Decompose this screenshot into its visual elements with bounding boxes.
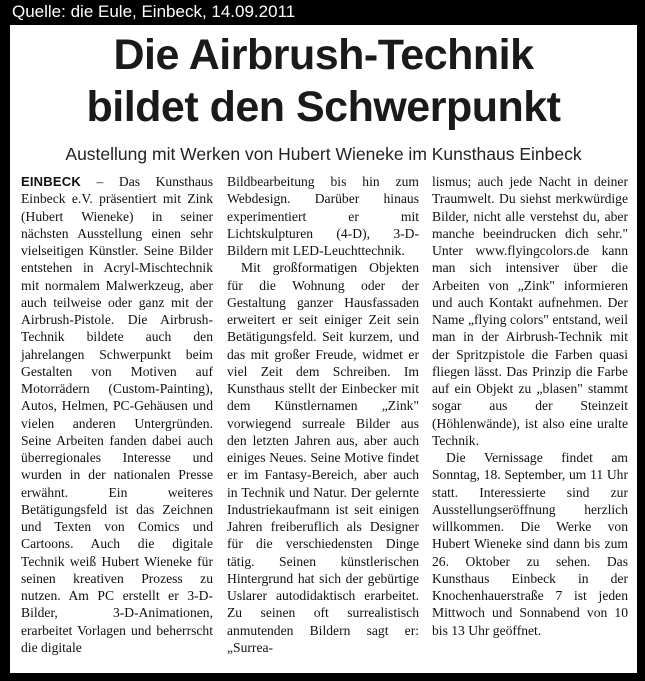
newspaper-clipping (10, 25, 637, 673)
subheadline: Austellung mit Werken von Hubert Wieneke im Kunsthaus Einbeck (65, 144, 582, 164)
source-caption: Quelle: die Eule, Einbeck, 14.09.2011 (12, 2, 296, 21)
paragraph: Mit großformatigen Objekten für die Wohnung oder der Gestaltung ganzer Hausfassaden erweitert er seit einiger Zeit sein Betätigungsfeld. Seit kurzem, und das mit großer Freude, widmet er viel Zeit dem Schreiben. Im Kunsthaus stellt der Einbecker mit dem Künstlernamen „Zink" vorwiegend surreale Bilder aus den letzten Jahren aus, aber auch einiges Neues. Seine Motive findet er im Fantasy-Bereich, aber auch in Technik und Natur. Der gelernte Industriekaufmann ist seit einigen Jahren freiberuflich als Designer für die verschiedensten Dinge tätig. Seinen künstlerischen Hintergrund hat sich der gebürtige Uslarer autodidaktisch erarbeitet. Zu seinen oft surrealistisch anmutenden Bildern sagt er: „Surrea- (227, 260, 419, 655)
headline-line-2: bildet den Schwerpunkt (86, 83, 561, 131)
article-column-3 (432, 173, 628, 639)
article-column-1 (21, 173, 213, 656)
paragraph-text: – Das Kunsthaus Einbeck e.V. präsentiert mit Zink (Hubert Wieneke) in seiner nächsten Ausstellung einen sehr vielseitigen Künstler. Seine Bilder entstehen in Acryl-Mischtechnik mit normalem Malwerkzeug, aber auch teilweise oder ganz mit der Airbrush-Pistole. Die Airbrush-Technik bildete auch den jahrelangen Schwerpunkt beim Gestalten von Motiven auf Motorrädern (Custom-Painting), Autos, Helmen, PC-Gehäusen und vielen anderen Untergründen. Seine Arbeiten fanden dabei auch überregionales Interesse und wurden in der nationalen Presse erwähnt. Ein weiteres Betätigungsfeld ist das Zeichnen und Texten von Comics und Cartoons. Auch die digitale Technik weiß Hubert Wieneke für seinen kreativen Prozess zu nutzen. Am PC erstellt er 3-D-Bilder, 3-D-Animationen, erarbeitet Vorlagen und beherrscht die digitale (21, 174, 213, 655)
paragraph: lismus; auch jede Nacht in deiner Traumwelt. Du siehst merkwürdige Bilder, nicht alle verstehst du, aber manche beeindrucken dich sehr." Unter www.flyingcolors.de kann man sich intensiver über die Arbeiten von „Zink" informieren und auch Kontakt aufnehmen. Der Name „flying colors" entstand, weil man in der Airbrush-Technik mit der Spritzpistole die Farben quasi fliegen lässt. Das Prinzip die Farbe auf ein Objekt zu „blasen" stammt sogar aus der Steinzeit (Höhlenwände), ist also eine uralte Technik. (432, 174, 628, 448)
paragraph: Bildbearbeitung bis hin zum Webdesign. Darüber hinaus experimentiert er mit Lichtskulpturen (4-D), 3-D-Bildern mit LED-Leuchttechnik. (227, 174, 419, 258)
article-column-2 (227, 173, 419, 656)
paragraph (21, 173, 213, 656)
paragraph: Die Vernissage findet am Sonntag, 18. September, um 11 Uhr statt. Interessierte sind zur Ausstellungseröffnung herzlich willkommen. Die Werke von Hubert Wieneke sind dann bis zum 26. Oktober zu sehen. Das Kunsthaus Einbeck in der Knochenhauerstraße 7 ist jeden Mittwoch und Sonnabend von 10 bis 13 Uhr geöffnet. (432, 450, 628, 638)
dateline: EINBECK (21, 174, 81, 189)
headline-line-1: Die Airbrush-Technik (113, 31, 534, 79)
